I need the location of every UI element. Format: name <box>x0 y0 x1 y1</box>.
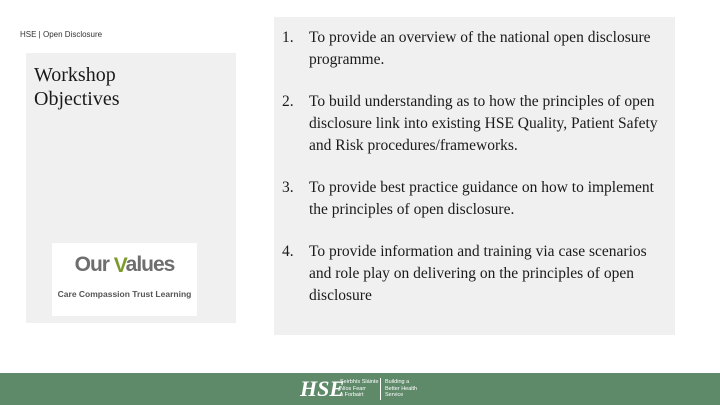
check-icon: V <box>113 254 126 277</box>
footer-band <box>0 373 720 405</box>
objective-text: To provide best practice guidance on how to implement the principles of open disclosure. <box>309 179 654 218</box>
footer-english-line: Service <box>385 392 404 398</box>
slide-title-line-2: Objectives <box>34 88 120 110</box>
footer-english-line: Building a <box>385 379 410 385</box>
footer-english-text <box>385 379 417 399</box>
logo-suffix: alues <box>125 253 175 276</box>
objective-item <box>274 91 669 157</box>
footer-irish-text <box>340 379 379 399</box>
header-label: HSE | Open Disclosure <box>20 30 103 39</box>
objectives-list <box>274 27 669 307</box>
slide-title-line-1: Workshop <box>34 64 116 86</box>
objective-number: 4. <box>282 243 294 260</box>
objective-text: To build understanding as to how the principles of open disclosure link into existing HSE Quality, Patient Safety and Risk procedures/frameworks. <box>309 93 658 154</box>
footer-irish-line: á Forbairt <box>340 392 364 398</box>
objective-item <box>274 241 669 307</box>
footer-irish-line: Níos Fearr <box>340 385 366 392</box>
objective-item <box>274 27 669 71</box>
footer-english-line: Better Health <box>385 385 418 392</box>
objective-number: 1. <box>282 29 294 46</box>
our-values-logo <box>52 243 197 316</box>
objective-number: 3. <box>282 179 294 196</box>
hse-logo: HSE <box>300 376 345 401</box>
objective-number: 2. <box>282 93 294 110</box>
our-values-logo-text <box>52 253 197 277</box>
values-tagline: Care Compassion Trust Learning <box>57 289 192 299</box>
slide-title <box>34 63 120 111</box>
footer-divider <box>380 378 381 400</box>
objective-text: To provide information and training via case scenarios and role play on delivering on the principles of open disclosure <box>309 243 647 304</box>
objective-item <box>274 177 669 221</box>
objective-text: To provide an overview of the national open disclosure programme. <box>309 29 651 68</box>
title-panel <box>26 53 236 323</box>
objectives-panel <box>274 17 675 335</box>
logo-prefix: Our <box>74 253 114 276</box>
footer-irish-line: Seirbhís Sláinte <box>340 379 379 385</box>
